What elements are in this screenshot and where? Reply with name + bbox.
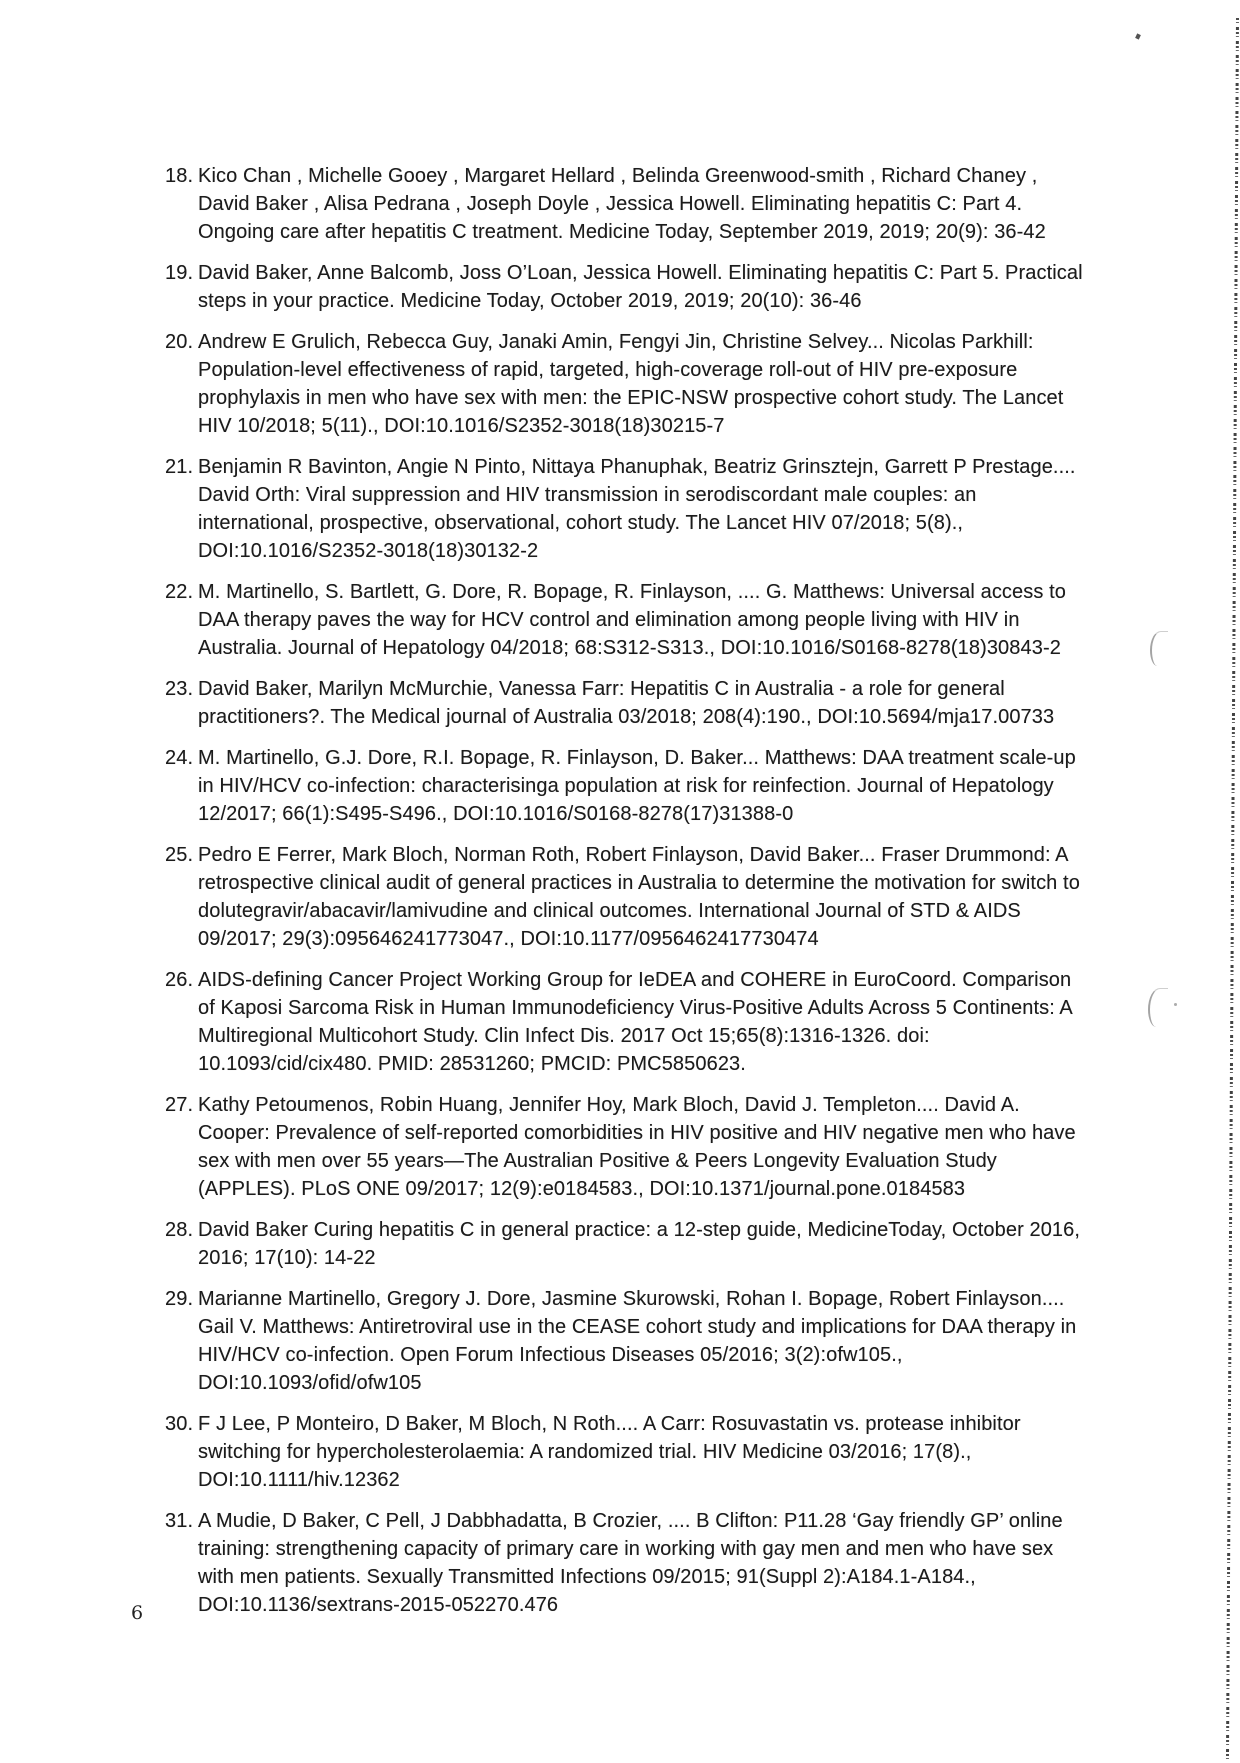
reference-number: 19.	[165, 262, 194, 284]
reference-item	[165, 578, 1090, 662]
reference-text: AIDS-defining Cancer Project Working Group for IeDEA and COHERE in EuroCoord. Comparison of Kaposi Sarcoma Risk in Human Immunodeficiency Virus-Positive Adults Across 5 Continents: A Multiregional Multicohort Study. Clin Infect Dis. 2017 Oct 15;65(8):1316-1326. doi: 10.1093/cid/cix480. PMID: 28531260; PMCID: PMC5850623.	[198, 969, 1072, 1075]
reference-text: Kico Chan , Michelle Gooey , Margaret Hellard , Belinda Greenwood-smith , Richard Chaney , David Baker , Alisa Pedrana , Joseph Doyle , Jessica Howell. Eliminating hepatitis C: Part 4. Ongoing care after hepatitis C treatment. Medicine Today, September 2019, 2019; 20(9): 36-42	[198, 165, 1046, 243]
reference-number: 29.	[165, 1288, 194, 1310]
reference-number: 25.	[165, 844, 194, 866]
reference-text: David Baker, Marilyn McMurchie, Vanessa Farr: Hepatitis C in Australia - a role for general practitioners?. The Medical journal of Australia 03/2018; 208(4):190., DOI:10.5694/mja17.00733	[198, 678, 1055, 728]
reference-number: 28.	[165, 1219, 194, 1241]
reference-item	[165, 162, 1090, 246]
reference-text: Kathy Petoumenos, Robin Huang, Jennifer Hoy, Mark Bloch, David J. Templeton.... David A. Cooper: Prevalence of self-reported comorbidities in HIV positive and HIV negative men who have sex with men over 55 years—The Australian Positive & Peers Longevity Evaluation Study (APPLES). PLoS ONE 09/2017; 12(9):e0184583., DOI:10.1371/journal.pone.0184583	[198, 1094, 1076, 1200]
reference-text: Pedro E Ferrer, Mark Bloch, Norman Roth, Robert Finlayson, David Baker... Fraser Drummond: A retrospective clinical audit of general practices in Australia to determine the motivation for switch to dolutegravir/abacavir/lamivudine and clinical outcomes. International Journal of STD & AIDS 09/2017; 29(3):095646241773047., DOI:10.1177/0956462417730474	[198, 844, 1080, 950]
reference-number: 23.	[165, 678, 194, 700]
reference-number: 21.	[165, 456, 194, 478]
reference-text: A Mudie, D Baker, C Pell, J Dabbhadatta, B Crozier, .... B Clifton: P11.28 ‘Gay friendly GP’ online training: strengthening capacity of primary care in working with gay men and men who have sex with men patients. Sexually Transmitted Infections 09/2015; 91(Suppl 2):A184.1-A184., DOI:10.1136/sextrans-2015-052270.476	[198, 1510, 1063, 1616]
reference-item	[165, 1091, 1090, 1203]
reference-text: M. Martinello, S. Bartlett, G. Dore, R. Bopage, R. Finlayson, .... G. Matthews: Universal access to DAA therapy paves the way for HCV control and elimination among people living with HIV in Australia. Journal of Hepatology 04/2018; 68:S312-S313., DOI:10.1016/S0168-8278(18)30843-2	[198, 581, 1066, 659]
page-number: 6	[131, 1602, 144, 1624]
reference-number: 26.	[165, 969, 194, 991]
reference-item	[165, 966, 1090, 1078]
reference-text: F J Lee, P Monteiro, D Baker, M Bloch, N Roth.... A Carr: Rosuvastatin vs. protease inhibitor switching for hypercholesterolaemia: A randomized trial. HIV Medicine 03/2016; 17(8)., DOI:10.1111/hiv.12362	[198, 1413, 1021, 1491]
reference-item	[165, 328, 1090, 440]
reference-item	[165, 1216, 1090, 1272]
scan-edge-artifact	[1226, 18, 1239, 1763]
reference-text: Andrew E Grulich, Rebecca Guy, Janaki Amin, Fengyi Jin, Christine Selvey... Nicolas Parkhill: Population-level effectiveness of rapid, targeted, high-coverage roll-out of HIV pre-exposure prophylaxis in men who have sex with men: the EPIC-NSW prospective cohort study. The Lancet HIV 10/2018; 5(11)., DOI:10.1016/S2352-3018(18)30215-7	[198, 331, 1064, 437]
reference-item	[165, 453, 1090, 565]
reference-text: Benjamin R Bavinton, Angie N Pinto, Nittaya Phanuphak, Beatriz Grinsztejn, Garrett P Prestage.... David Orth: Viral suppression and HIV transmission in serodiscordant male couples: an international, prospective, observational, cohort study. The Lancet HIV 07/2018; 5(8)., DOI:10.1016/S2352-3018(18)30132-2	[198, 456, 1076, 562]
reference-number: 30.	[165, 1413, 194, 1435]
reference-text: David Baker, Anne Balcomb, Joss O’Loan, Jessica Howell. Eliminating hepatitis C: Part 5. Practical steps in your practice. Medicine Today, October 2019, 2019; 20(10): 36-46	[198, 262, 1083, 312]
pencil-scan-mark	[1150, 631, 1168, 666]
reference-item	[165, 744, 1090, 828]
reference-item	[165, 1285, 1090, 1397]
reference-number: 18.	[165, 165, 194, 187]
reference-item	[165, 675, 1090, 731]
reference-number: 31.	[165, 1510, 194, 1532]
reference-item	[165, 841, 1090, 953]
reference-item	[165, 259, 1090, 315]
reference-list	[165, 162, 1090, 1632]
reference-item	[165, 1507, 1090, 1619]
reference-item	[165, 1410, 1090, 1494]
reference-number: 24.	[165, 747, 194, 769]
pencil-scan-mark	[1148, 988, 1168, 1027]
reference-number: 27.	[165, 1094, 194, 1116]
reference-text: Marianne Martinello, Gregory J. Dore, Jasmine Skurowski, Rohan I. Bopage, Robert Finlayson.... Gail V. Matthews: Antiretroviral use in the CEASE cohort study and implications for DAA therapy in HIV/HCV co-infection. Open Forum Infectious Diseases 05/2016; 3(2):ofw105., DOI:10.1093/ofid/ofw105	[198, 1288, 1077, 1394]
reference-number: 20.	[165, 331, 194, 353]
reference-text: David Baker Curing hepatitis C in general practice: a 12-step guide, MedicineToday, October 2016, 2016; 17(10): 14-22	[198, 1219, 1081, 1269]
reference-number: 22.	[165, 581, 194, 603]
scan-speck-artifact	[1135, 33, 1141, 39]
reference-text: M. Martinello, G.J. Dore, R.I. Bopage, R. Finlayson, D. Baker... Matthews: DAA treatment scale-up in HIV/HCV co-infection: characterisinga population at risk for reinfection. Journal of Hepatology 12/2017; 66(1):S495-S496., DOI:10.1016/S0168-8278(17)31388-0	[198, 747, 1076, 825]
